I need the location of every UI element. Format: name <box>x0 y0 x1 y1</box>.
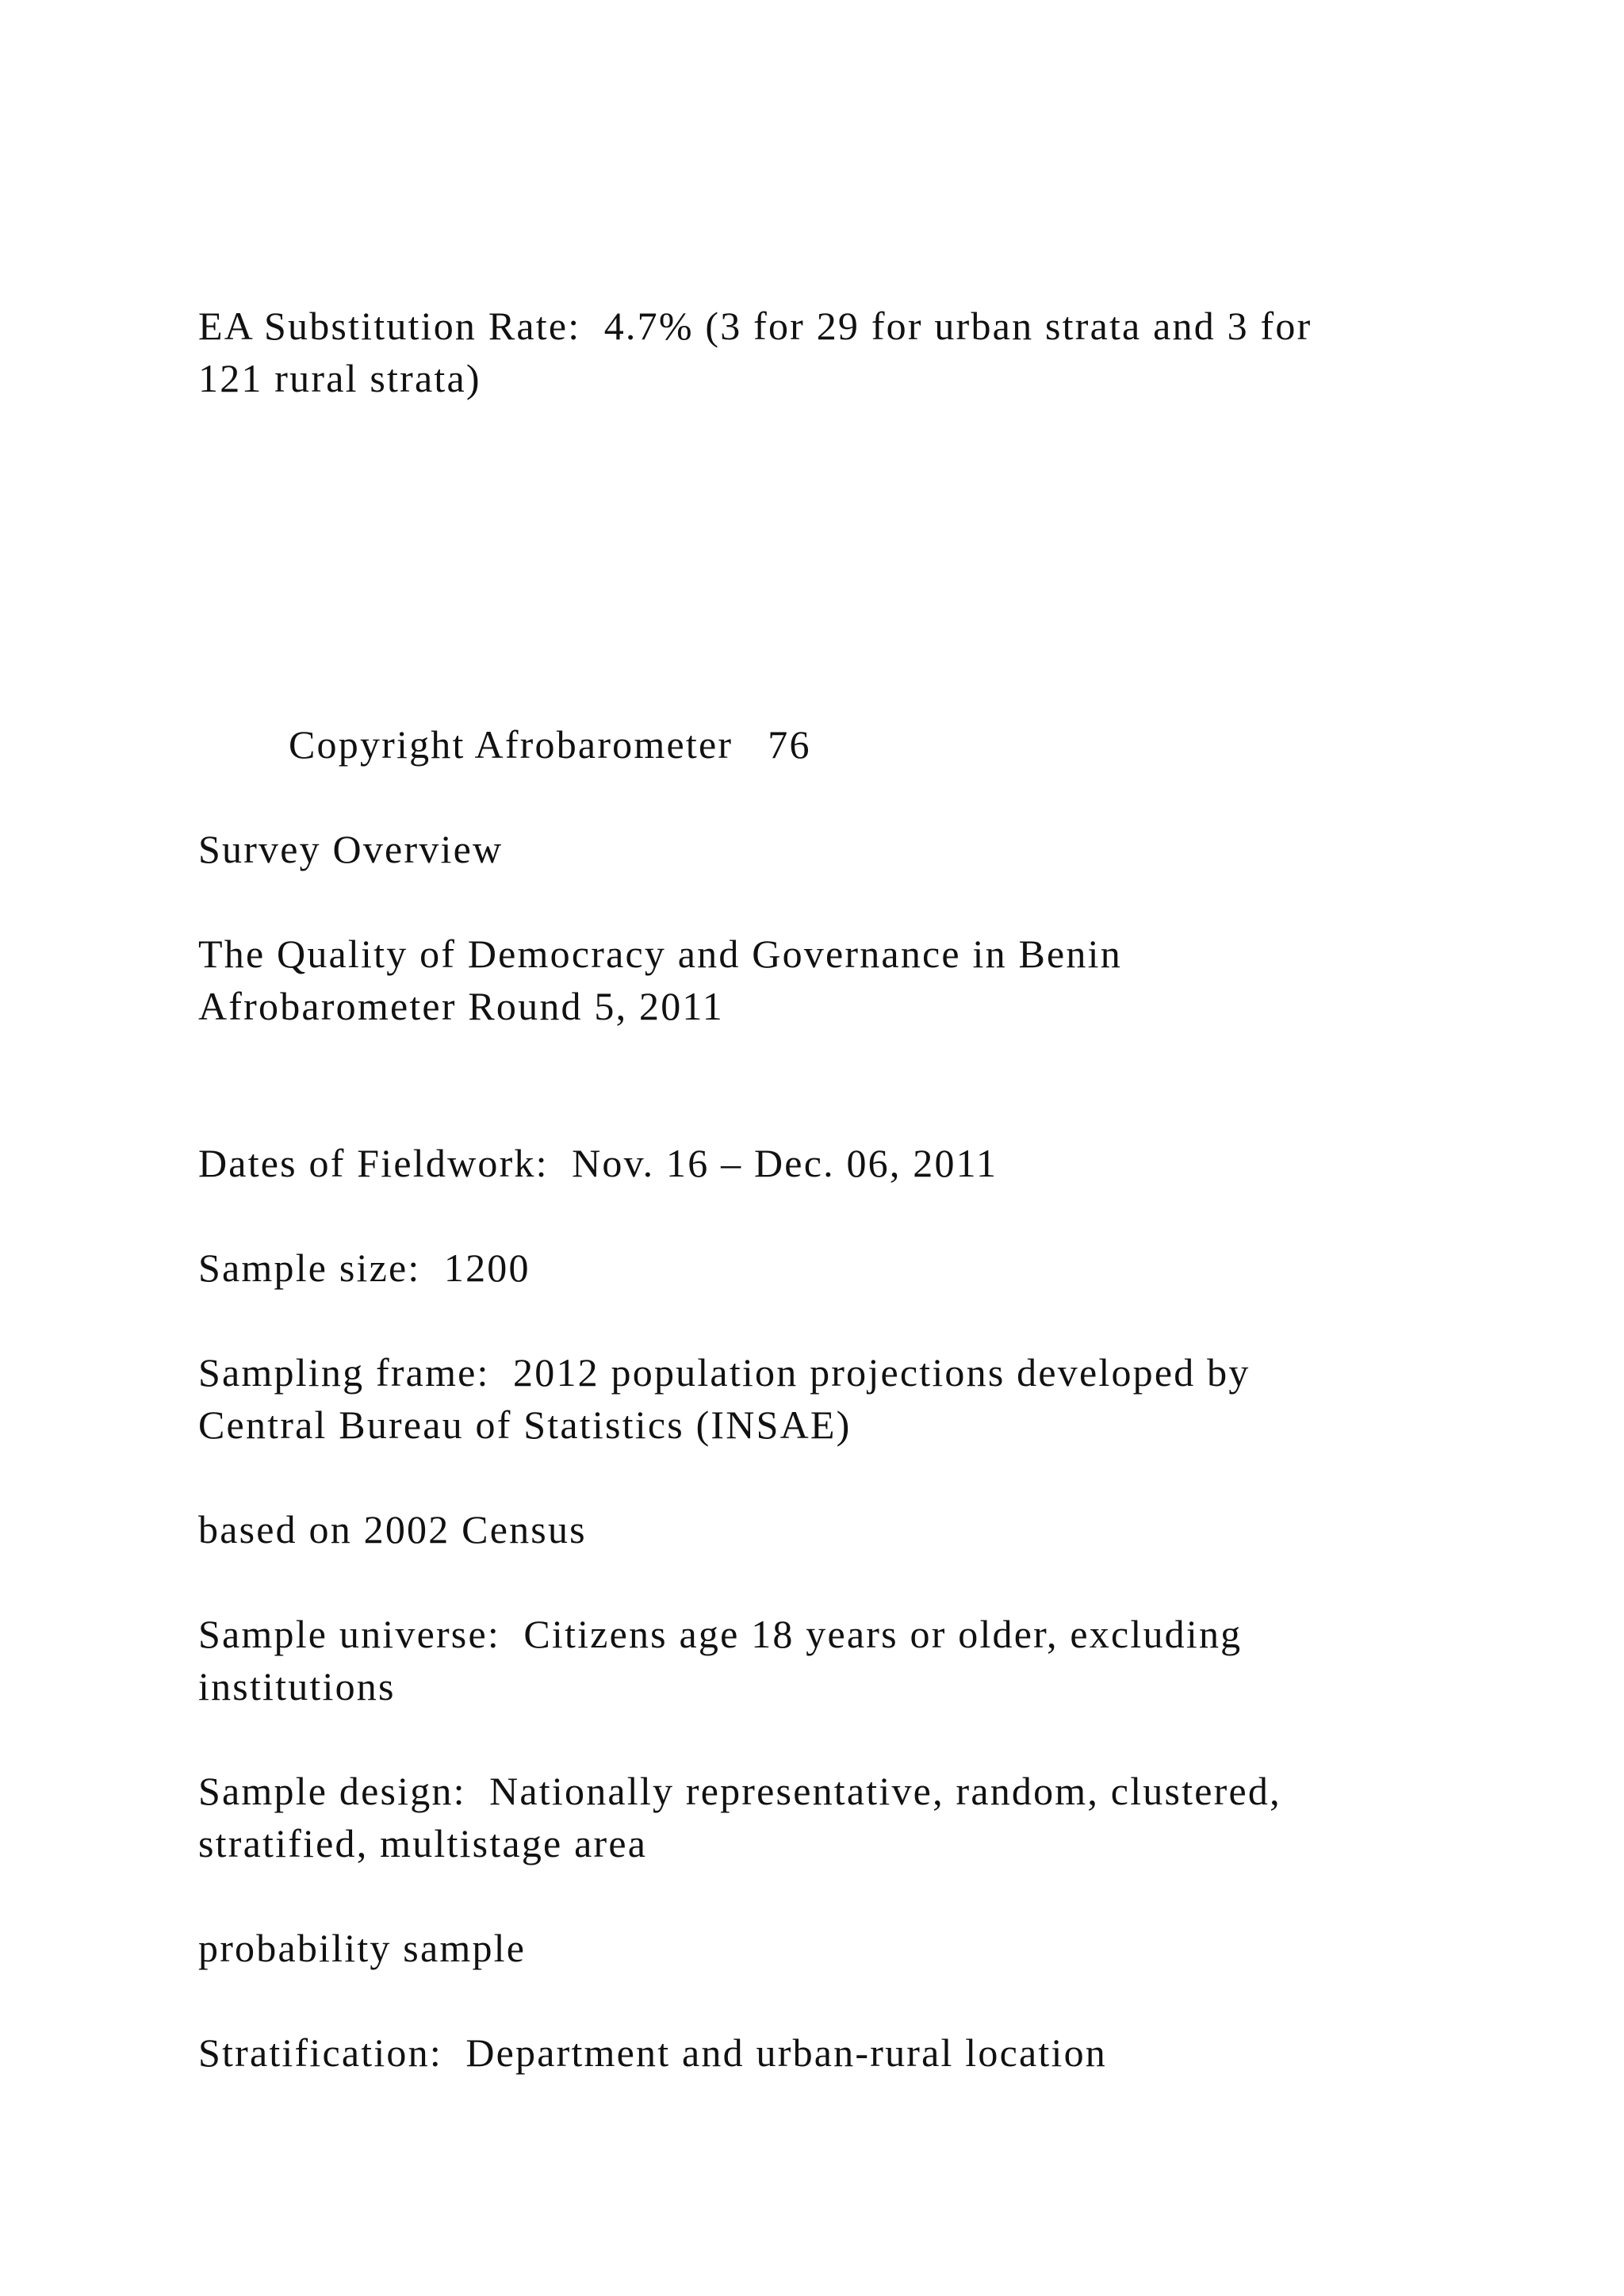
survey-title-line-1: The Quality of Democracy and Governance in Benin <box>198 932 1122 976</box>
sampling-frame-line-3: based on 2002 Census <box>198 1507 587 1552</box>
sample-design-line-1: Sample design: Nationally representative, random, clustered, <box>198 1769 1281 1813</box>
section-title: Survey Overview <box>198 827 504 871</box>
ea-substitution-rate-line-2: 121 rural strata) <box>198 356 481 400</box>
sample-design-line-2: stratified, multistage area <box>198 1821 648 1866</box>
sample-size: Sample size: 1200 <box>198 1246 530 1290</box>
sample-universe-line-2: institutions <box>198 1664 396 1709</box>
ea-substitution-rate-line-1: EA Substitution Rate: 4.7% (3 for 29 for urban strata and 3 for <box>198 304 1312 348</box>
survey-title-line-2: Afrobarometer Round 5, 2011 <box>198 984 724 1028</box>
sample-design-line-3: probability sample <box>198 1926 527 1970</box>
sampling-frame-line-1: Sampling frame: 2012 population projections developed by <box>198 1350 1251 1395</box>
sample-universe-line-1: Sample universe: Citizens age 18 years or older, excluding <box>198 1612 1243 1656</box>
sampling-frame-line-2: Central Bureau of Statistics (INSAE) <box>198 1402 852 1447</box>
fieldwork-dates: Dates of Fieldwork: Nov. 16 – Dec. 06, 2011 <box>198 1141 998 1185</box>
stratification: Stratification: Department and urban-rural location <box>198 2030 1107 2075</box>
copyright-footer: Copyright Afrobarometer 76 <box>289 722 811 767</box>
